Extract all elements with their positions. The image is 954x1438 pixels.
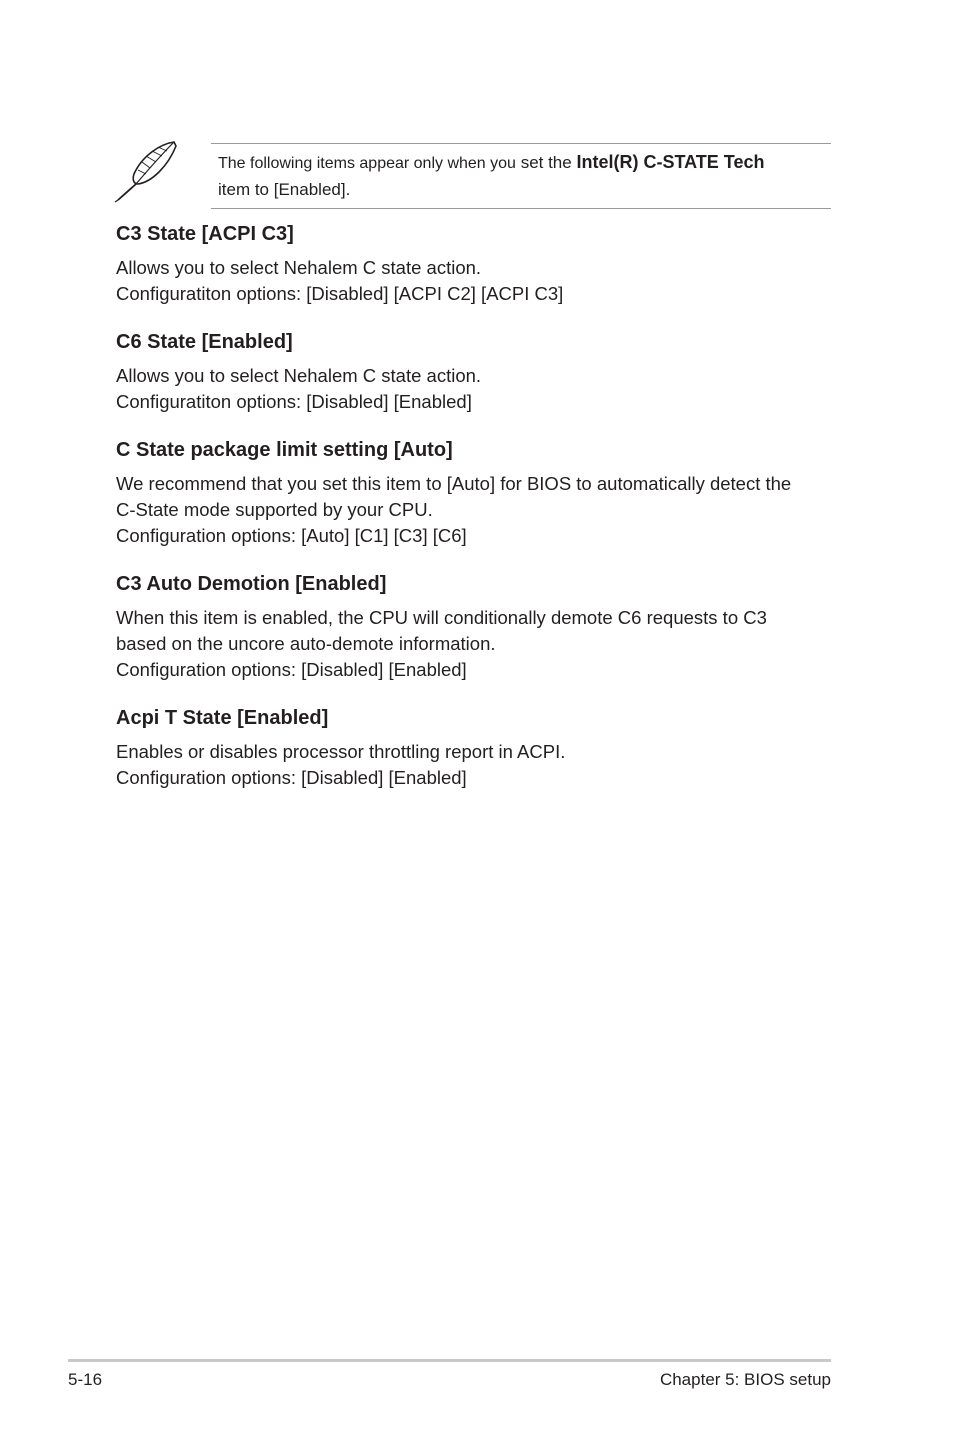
note-bold-item: Intel(R) C-STATE Tech: [576, 152, 765, 172]
section-title: C3 Auto Demotion [Enabled]: [116, 573, 387, 595]
section-line: Configuratiton options: [Disabled] [ACPI C2] [ACPI C3]: [116, 283, 564, 304]
section-title: C State package limit setting [Auto]: [116, 439, 453, 461]
note-text-line2: item to [Enabled].: [218, 180, 351, 199]
section-title: C6 State [Enabled]: [116, 331, 293, 353]
section-title: Acpi T State [Enabled]: [116, 707, 329, 729]
section-line: When this item is enabled, the CPU will conditionally demote C6 requests to C3: [116, 607, 767, 628]
section-line: Configuration options: [Auto] [C1] [C3] [C6]: [116, 525, 467, 546]
section-c6-state: [116, 330, 836, 415]
section-body: [116, 739, 836, 791]
note-text: [218, 149, 828, 203]
note-text-part2: set the: [520, 153, 572, 172]
section-line: Configuration options: [Disabled] [Enabled]: [116, 659, 467, 680]
section-body: [116, 605, 836, 683]
feather-pen-icon: [112, 138, 182, 204]
section-line: We recommend that you set this item to [Auto] for BIOS to automatically detect the: [116, 473, 792, 494]
section-line: C-State mode supported by your CPU.: [116, 499, 433, 520]
section-c3-state: [116, 222, 836, 307]
section-title: C3 State [ACPI C3]: [116, 223, 294, 245]
chapter-label: Chapter 5: BIOS setup: [659, 1370, 831, 1389]
section-line: based on the uncore auto-demote information.: [116, 633, 496, 654]
section-line: Enables or disables processor throttling report in ACPI.: [116, 741, 566, 762]
section-line: Configuration options: [Disabled] [Enabled]: [116, 767, 467, 788]
note-box: [211, 143, 831, 209]
section-line: Configuratiton options: [Disabled] [Enabled]: [116, 391, 472, 412]
section-acpi-t-state: [116, 706, 836, 791]
note-text-part1: The following items appear only when you: [218, 155, 516, 172]
section-body: [116, 363, 836, 415]
section-body: [116, 255, 836, 307]
section-body: [116, 471, 836, 549]
page-number: 5-16: [68, 1370, 103, 1389]
section-c3-auto-demotion: [116, 572, 836, 683]
section-c-state-package-limit: [116, 438, 836, 549]
section-line: Allows you to select Nehalem C state action.: [116, 257, 482, 278]
section-line: Allows you to select Nehalem C state action.: [116, 365, 482, 386]
footer-divider: [68, 1359, 831, 1362]
